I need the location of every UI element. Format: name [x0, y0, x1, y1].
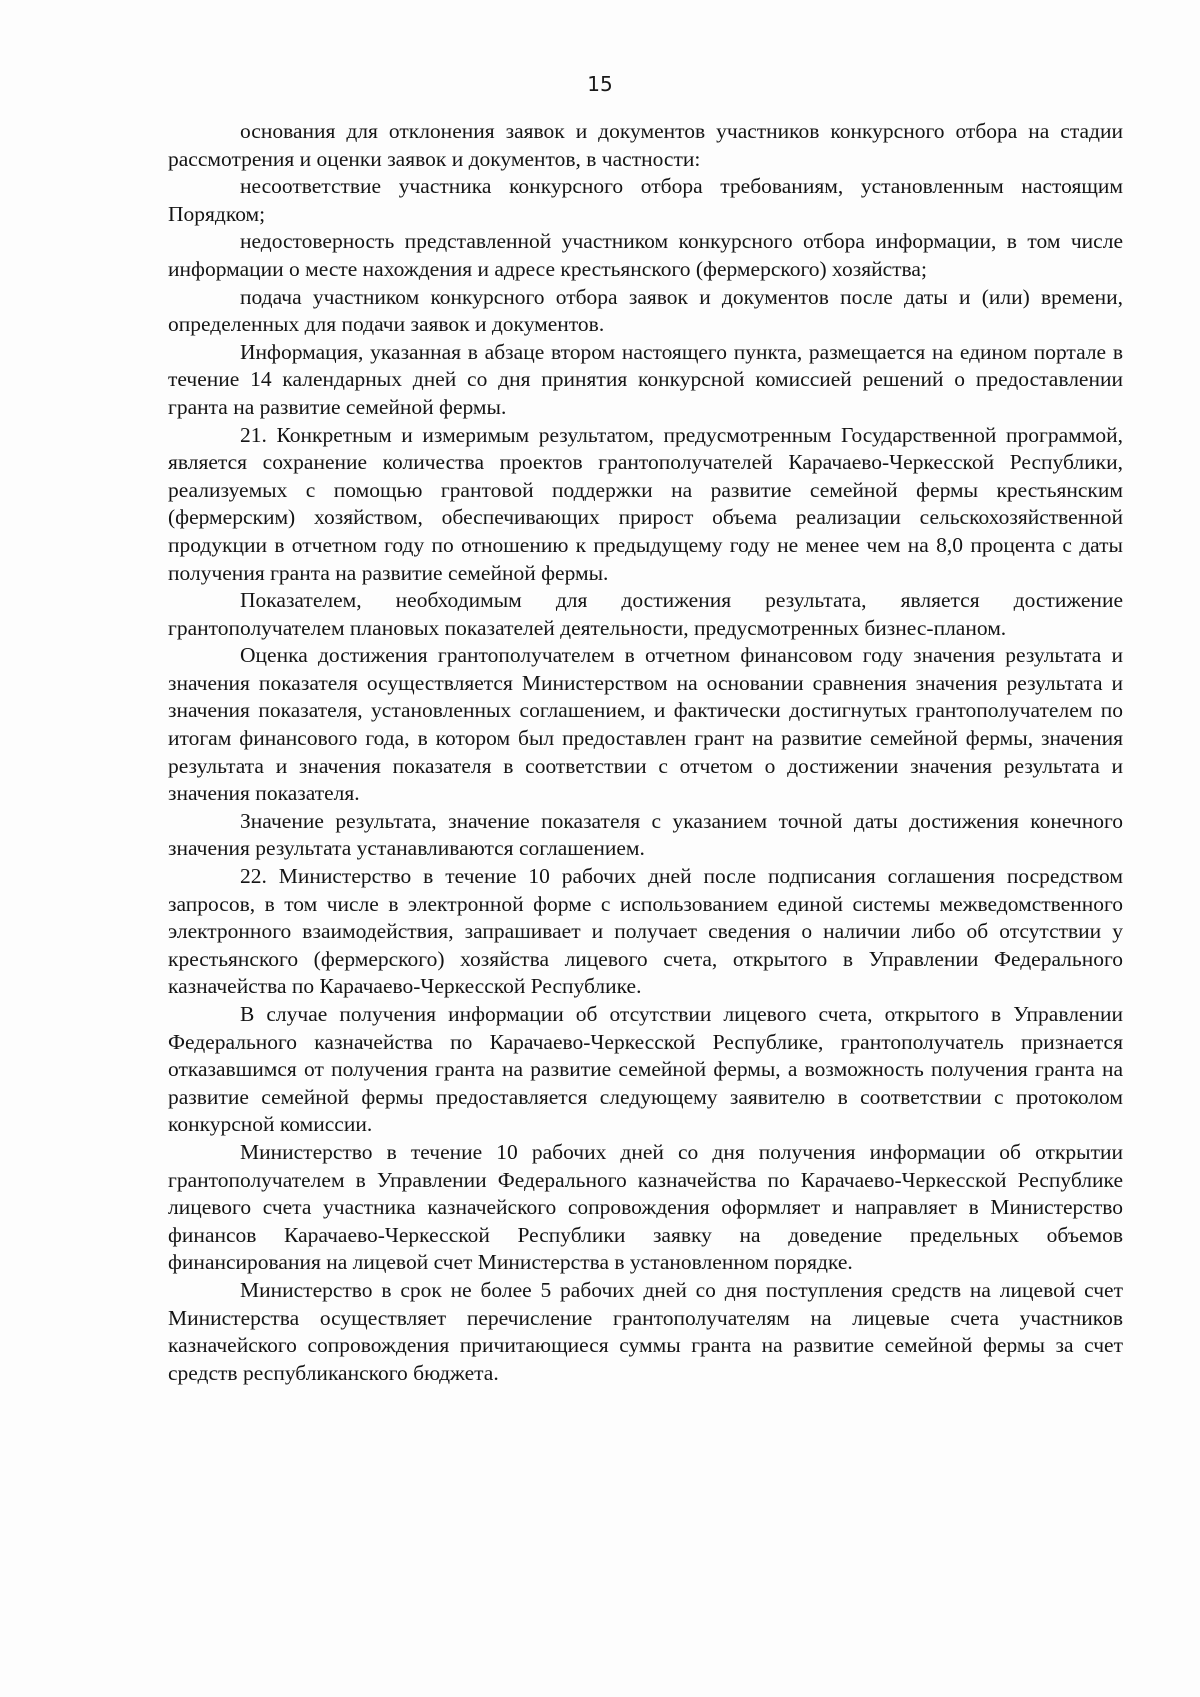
paragraph: подача участником конкурсного отбора заявок и документов после даты и (или) времени, определенных для подачи заявок и документов. [168, 284, 1123, 337]
paragraph: Оценка достижения грантополучателем в отчетном финансовом году значения результата и значения показателя осуществляется Министерством на основании сравнения значения результата и значения показателя, установленных соглашением, и фактически достигнутых грантополучателем по итогам финансового года, в котором был предоставлен грант на развитие семейной фермы, значения результата и значения показателя в соответствии с отчетом о достижении значения результата и значения показателя. [168, 643, 1123, 806]
document-body [168, 118, 1123, 1387]
paragraph: Информация, указанная в абзаце втором настоящего пункта, размещается на едином портале в течение 14 календарных дней со дня принятия конкурсной комиссией решений о предоставлении гранта на развитие семейной фермы. [168, 339, 1123, 419]
paragraph: недостоверность представленной участником конкурсного отбора информации, в том числе информации о месте нахождения и адресе крестьянского (фермерского) хозяйства; [168, 229, 1123, 281]
paragraph: Значение результата, значение показателя с указанием точной даты достижения конечного значения результата устанавливаются соглашением. [168, 808, 1123, 861]
paragraph: Показателем, необходимым для достижения результата, является достижение грантополучателем плановых показателей деятельности, предусмотренных бизнес-планом. [168, 588, 1123, 640]
paragraph: Министерство в срок не более 5 рабочих дней со дня поступления средств на лицевой счет Министерства осуществляет перечисление грантополучателям на лицевые счета участников казначейского сопровождения причитающиеся суммы гранта на развитие семейной фермы за счет средств республиканского бюджета. [168, 1277, 1123, 1385]
paragraph-section-21: 21. Конкретным и измеримым результатом, предусмотренным Государственной программой, является сохранение количества проектов грантополучателей Карачаево-Черкесской Республики, реализуемых с помощью грантовой поддержки на развитие семейной фермы крестьянским (фермерским) хозяйством, обеспечивающих прирост объема реализации сельскохозяйственной продукции в отчетном году по отношению к предыдущему году не менее чем на 8,0 процента с даты получения гранта на развитие семейной фермы. [168, 422, 1123, 585]
paragraph-section-22: 22. Министерство в течение 10 рабочих дней после подписания соглашения посредством запросов, в том числе в электронной форме с использованием единой системы межведомственного электронного взаимодействия, запрашивает и получает сведения о наличии либо об отсутствии у крестьянского (фермерского) хозяйства лицевого счета, открытого в Управлении Федерального казначейства по Карачаево-Черкесской Республике. [168, 864, 1123, 999]
paragraph: основания для отклонения заявок и документов участников конкурсного отбора на стадии рассмотрения и оценки заявок и документов, в частности: [168, 119, 1123, 171]
paragraph: Министерство в течение 10 рабочих дней со дня получения информации об открытии грантополучателем в Управлении Федерального казначейства по Карачаево-Черкесской Республике лицевого счета участника казначейского сопровождения оформляет и направляет в Министерство финансов Карачаево-Черкесской Республики заявку на доведение предельных объемов финансирования на лицевой счет Министерства в установленном порядке. [168, 1139, 1123, 1275]
paragraph: В случае получения информации об отсутствии лицевого счета, открытого в Управлении Федерального казначейства по Карачаево-Черкесской Республике, грантополучатель признается отказавшимся от получения гранта на развитие семейной фермы, а возможность получения гранта на развитие семейной фермы предоставляется следующему заявителю в соответствии с протоколом конкурсной комиссии. [168, 1002, 1123, 1137]
page-number: 15 [587, 72, 613, 96]
paragraph: несоответствие участника конкурсного отбора требованиям, установленным настоящим Порядком; [168, 174, 1123, 226]
